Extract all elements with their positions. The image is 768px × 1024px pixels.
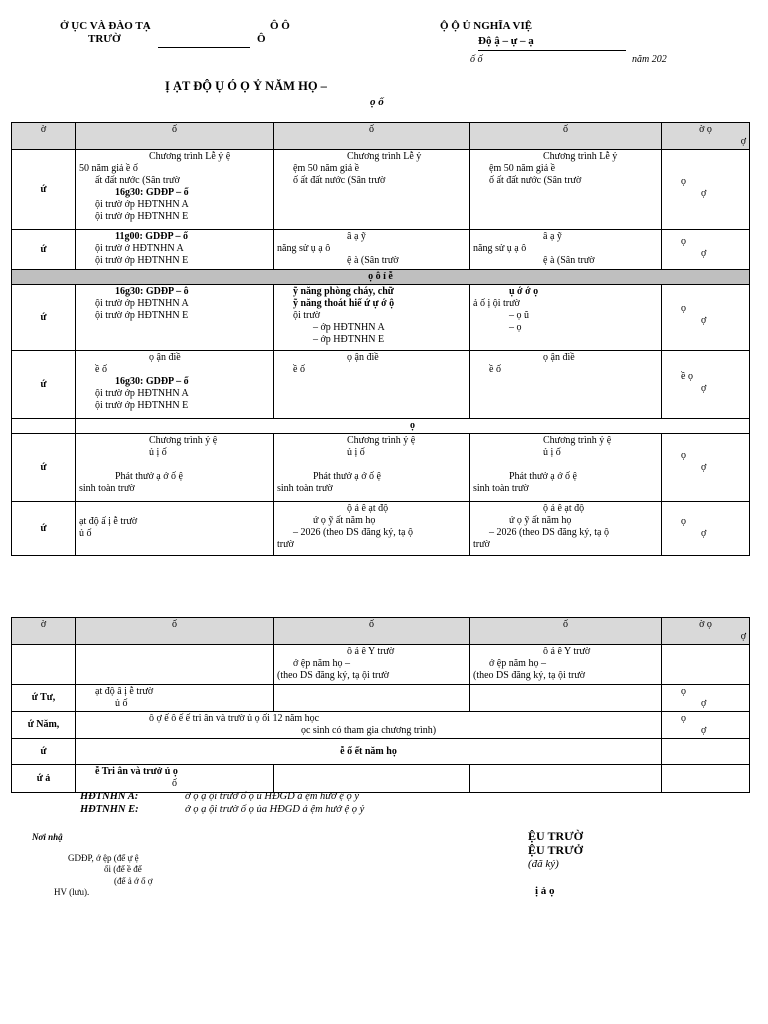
day-cell bbox=[12, 645, 76, 685]
col-header-time: ờ bbox=[12, 123, 76, 150]
cell: 11g00: GDĐP – ố ội trườ ớ HĐTNHN A ội trườ ớp HĐTNHN E bbox=[76, 230, 274, 270]
cell: ô ả ê Y trườ ớ ệp năm họ – (theo DS đăng ký, tạ ội trườ bbox=[470, 645, 662, 685]
col-header-1: ố bbox=[76, 618, 274, 645]
table-row bbox=[12, 645, 750, 685]
place-cell: ọ ợ bbox=[662, 712, 750, 739]
table-row bbox=[12, 712, 750, 739]
table-row bbox=[12, 739, 750, 765]
place-cell bbox=[662, 739, 750, 765]
table-row bbox=[12, 351, 750, 419]
signature-name: ị ả ọ bbox=[535, 885, 555, 897]
header-underline-right bbox=[478, 50, 626, 51]
header-mid-1: Ô Ô bbox=[270, 20, 290, 32]
note-a-label: HĐTNHN A: bbox=[80, 791, 139, 802]
cell: Chương trình ỷ ệ ủ ị ố Phát thưở ạ ớ ố ệ sinh toàn trườ bbox=[76, 434, 274, 502]
cell-span: ô ợ ế ô ế ế tri ân và trườ ủ ọ ối 12 năm học ọc sinh có tham gia chương trình) bbox=[76, 712, 662, 739]
place-cell: ọ ợ bbox=[662, 434, 750, 502]
header-school: TRƯỜ bbox=[88, 33, 121, 45]
recipient-line: (để ả ớ ố ợ bbox=[114, 876, 153, 886]
day-cell: ứ bbox=[12, 230, 76, 270]
day-cell: ứ bbox=[12, 285, 76, 351]
header-motto: Độ ậ – ự – ạ bbox=[478, 35, 534, 47]
header-mid-2: Ô bbox=[257, 33, 266, 45]
cell-span: ễ ổ ết năm họ bbox=[76, 739, 662, 765]
cell: Chương trình ỷ ệ ủ ị ố Phát thưở ạ ớ ố ệ sinh toàn trườ bbox=[274, 434, 470, 502]
cell: ọ ận điề ề ố bbox=[274, 351, 470, 419]
cell: Chương trình Lễ ỷ ệm 50 năm giả ề ố ất đất nước (Sân trườ bbox=[274, 150, 470, 230]
schedule-table-2 bbox=[11, 617, 750, 793]
cell bbox=[274, 685, 470, 712]
day-cell: ứ bbox=[12, 502, 76, 556]
signature-signed: (đã ký) bbox=[528, 858, 559, 870]
note-e-text: ớ ọ ạ ội trườ ố ọ ủa HĐGD ả ệm hướ ệ ọ ỷ bbox=[185, 804, 365, 815]
grey-band: ọ ô ỉ ễ bbox=[12, 270, 750, 285]
cell: ễ Tri ân và trưở ủ ọ ố bbox=[76, 765, 274, 793]
col-header-2: ố bbox=[274, 123, 470, 150]
cell: ạt độ â ị ễ trườ ủ ố bbox=[76, 685, 274, 712]
page-subtitle: ọ ố bbox=[370, 96, 384, 108]
cell: ọ ận điề ề ố 16g30: GDĐP – ố ội trườ ớp HĐTNHN A ội trườ ớp HĐTNHN E bbox=[76, 351, 274, 419]
table-row-separator bbox=[12, 419, 750, 434]
cell: ỹ năng phòng cháy, chữ ỹ năng thoát hiể ứ ự ớ ộ ội trườ – ớp HĐTNHN A – ớp HĐTNHN E bbox=[274, 285, 470, 351]
header-agency: Ở ỤC VÀ ĐÀO TẠ bbox=[60, 20, 151, 32]
table-row bbox=[12, 230, 750, 270]
cell: ộ ả ê ạt độ ứ ọ ỹ ất năm họ – 2026 (theo DS đăng ký, tạ ộ trườ bbox=[274, 502, 470, 556]
day-cell: ứ bbox=[12, 351, 76, 419]
table-row-separator bbox=[12, 270, 750, 285]
day-cell: ứ Năm, bbox=[12, 712, 76, 739]
cell: â ạ ỹ năng sử ụ ạ ô ệ à (Sân trườ bbox=[470, 230, 662, 270]
col-header-place: ờ ọ ợ bbox=[662, 618, 750, 645]
recipient-line: HV (lưu). bbox=[54, 887, 90, 897]
cell: Chương trình Lễ ỷ ệm 50 năm giả ề ố ất đất nước (Sân trườ bbox=[470, 150, 662, 230]
place-cell: ọ ợ bbox=[662, 150, 750, 230]
cell: ộ ả ê ạt độ ứ ọ ỹ ất năm họ – 2026 (theo DS đăng ký, tạ ộ trườ bbox=[470, 502, 662, 556]
table-row bbox=[12, 502, 750, 556]
col-header-3: ố bbox=[470, 618, 662, 645]
cell: Chương trình ỷ ệ ủ ị ố Phát thưở ạ ớ ố ệ sinh toàn trườ bbox=[470, 434, 662, 502]
cell: ô ả ê Y trườ ớ ệp năm họ – (theo DS đăng ký, tạ ội trườ bbox=[274, 645, 470, 685]
table-row bbox=[12, 285, 750, 351]
cell: ạt độ ấ ị ễ trườ ủ ố bbox=[76, 502, 274, 556]
separator-label: ọ bbox=[76, 419, 750, 434]
col-header-place: ờ ọ ợ bbox=[662, 123, 750, 150]
cell bbox=[76, 645, 274, 685]
day-cell: ứ bbox=[12, 434, 76, 502]
col-header-2: ố bbox=[274, 618, 470, 645]
page-title: Ị ẠT ĐỘ Ụ Ó Ọ Ỷ NĂM HỌ – bbox=[165, 79, 327, 93]
header-underline-left bbox=[158, 47, 250, 48]
place-cell: ọ ợ bbox=[662, 285, 750, 351]
note-e-label: HĐTNHN E: bbox=[80, 804, 139, 815]
table-row bbox=[12, 434, 750, 502]
place-cell: ọ ợ bbox=[662, 230, 750, 270]
col-header-3: ố bbox=[470, 123, 662, 150]
col-header-time: ờ bbox=[12, 618, 76, 645]
day-cell: ứ bbox=[12, 739, 76, 765]
cell bbox=[470, 685, 662, 712]
cell: Chương trình Lễ ỷ ệ 50 năm giả ề ố ất đất nước (Sân trườ 16g30: GDĐP – ố ội trườ ớp HĐTNHN A ội trườ ớp HĐTNHN E bbox=[76, 150, 274, 230]
col-header-1: ố bbox=[76, 123, 274, 150]
note-a-text: ớ ọ ạ ội trườ ố ọ ủ HĐGD ả ệm hướ ệ ọ ỷ bbox=[185, 791, 360, 802]
place-cell bbox=[662, 645, 750, 685]
day-cell: ứ ả bbox=[12, 765, 76, 793]
header-date: năm 202 bbox=[632, 54, 667, 65]
header-number: ố ố bbox=[470, 54, 483, 65]
schedule-table-1 bbox=[11, 122, 750, 556]
recipient-line: GDĐP, ớ ệp (để ự ệ bbox=[68, 853, 139, 863]
cell bbox=[274, 765, 470, 793]
recipients-label: Nơi nhậ bbox=[32, 832, 63, 842]
place-cell: ề ọ ợ bbox=[662, 351, 750, 419]
cell: ọ ận điề ề ố bbox=[470, 351, 662, 419]
signature-title-1: ỆU TRƯỜ bbox=[528, 829, 584, 843]
place-cell: ọ ợ bbox=[662, 502, 750, 556]
table-row bbox=[12, 765, 750, 793]
place-cell: ọ ợ bbox=[662, 685, 750, 712]
cell: 16g30: GDĐP – ô ội trườ ớp HĐTNHN A ội trườ ớp HĐTNHN E bbox=[76, 285, 274, 351]
table-row bbox=[12, 685, 750, 712]
place-cell bbox=[662, 765, 750, 793]
header-country: Ộ Ộ Ủ NGHĨA VIỆ bbox=[440, 20, 533, 32]
cell: â ạ ỹ năng sử ụ ạ ô ệ à (Sân trườ bbox=[274, 230, 470, 270]
signature-title-2: ỆU TRƯỞ bbox=[528, 843, 584, 857]
cell bbox=[470, 765, 662, 793]
table-row bbox=[12, 150, 750, 230]
cell: ụ ớ ớ ọ ả ố ị ội trườ – ọ ũ – ọ bbox=[470, 285, 662, 351]
day-cell: ứ bbox=[12, 150, 76, 230]
day-cell: ứ Tư, bbox=[12, 685, 76, 712]
recipient-line: ối (để ề để bbox=[104, 864, 142, 874]
